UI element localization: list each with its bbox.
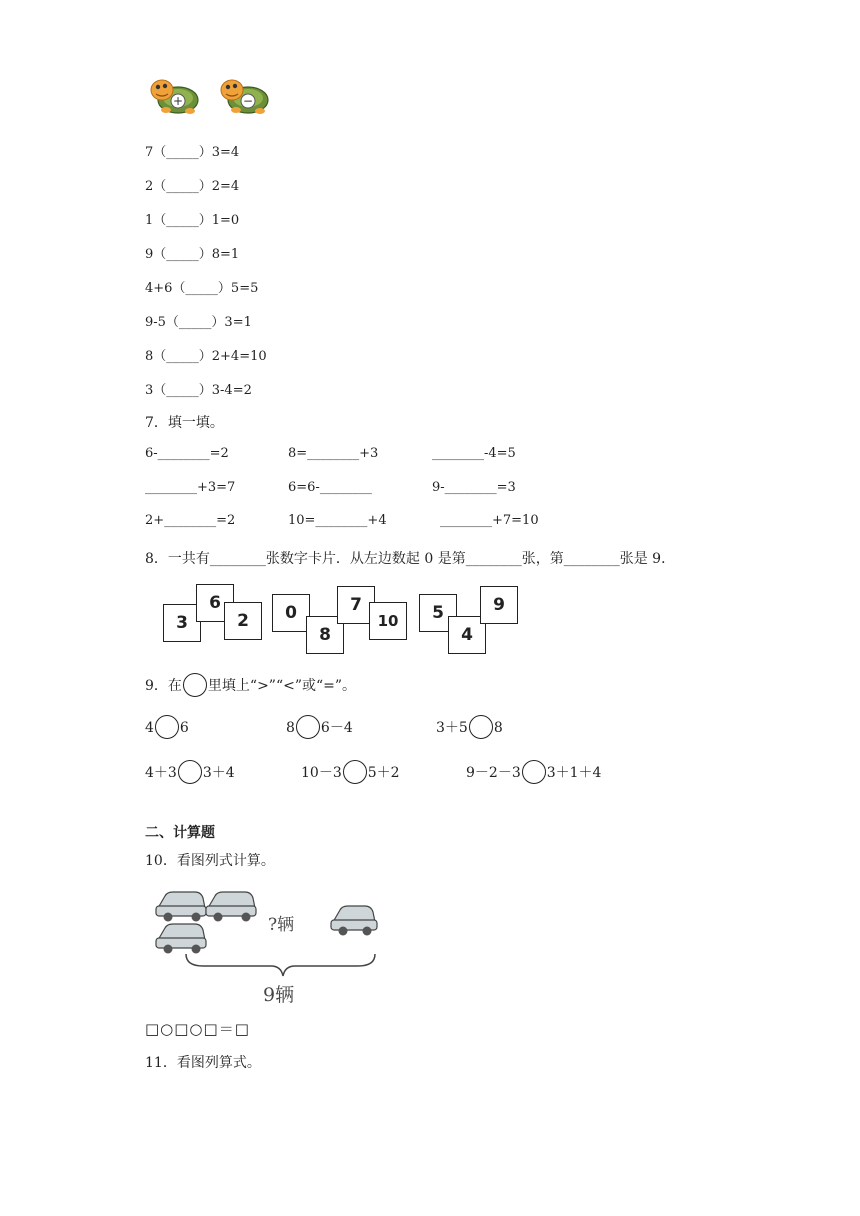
compare-circle[interactable] <box>469 715 493 739</box>
number-cards-group <box>160 584 530 660</box>
fill-blank-equation[interactable]: 6-________=2 <box>145 446 229 461</box>
number-card: 2 <box>224 602 262 640</box>
fill-blank-equation[interactable]: ________+3=7 <box>145 480 236 495</box>
compare-left: 10－3 <box>301 765 342 781</box>
compare-right: 3＋1＋4 <box>546 765 602 781</box>
question-7-title: 7．填一填。 <box>145 415 224 431</box>
compare-item[interactable] <box>436 716 503 740</box>
question-9-title <box>145 674 356 698</box>
answer-template[interactable]: □○□○□＝□ <box>145 1020 250 1038</box>
svg-text:−: − <box>242 94 254 108</box>
car-icon <box>156 924 206 948</box>
compare-item[interactable] <box>301 761 400 785</box>
answer-circle-icon <box>183 673 207 697</box>
compare-item[interactable] <box>466 761 601 785</box>
equation-row[interactable]: 9（_____）8=1 <box>145 247 240 262</box>
compare-circle[interactable] <box>343 760 367 784</box>
brace-icon <box>186 954 375 976</box>
number-card: 4 <box>448 616 486 654</box>
compare-right: 5＋2 <box>367 765 400 781</box>
question-8-title[interactable]: 8．一共有________张数字卡片．从左边数起 0 是第________张，第________张是 9． <box>145 551 676 567</box>
question-11-title: 11．看图列算式。 <box>145 1055 261 1071</box>
turtle-plus-icon <box>146 74 200 116</box>
compare-right: 3＋4 <box>202 765 235 781</box>
number-card: 10 <box>369 602 407 640</box>
compare-item[interactable] <box>145 761 235 785</box>
number-card: 3 <box>163 604 201 642</box>
compare-left: 3＋5 <box>436 720 468 736</box>
number-card: 8 <box>306 616 344 654</box>
cars-illustration <box>153 884 388 1009</box>
question-9-title-pre: 9．在 <box>145 678 182 694</box>
number-card: 9 <box>480 586 518 624</box>
equation-row[interactable]: 8（_____）2+4=10 <box>145 349 267 364</box>
question-10-title: 10．看图列式计算。 <box>145 853 275 869</box>
equation-row[interactable]: 9-5（_____）3=1 <box>145 315 252 330</box>
compare-circle[interactable] <box>178 760 202 784</box>
total-label: 9辆 <box>263 984 295 1006</box>
turtle-minus-icon <box>216 74 270 116</box>
fill-blank-equation[interactable]: 2+________=2 <box>145 513 236 528</box>
equation-row[interactable]: 1（_____）1=0 <box>145 213 240 228</box>
car-icon <box>331 906 377 930</box>
number-card: 7 <box>337 586 375 624</box>
equation-row[interactable]: 4+6（_____）5=5 <box>145 281 259 296</box>
compare-item[interactable] <box>145 716 189 740</box>
fill-blank-equation[interactable]: 9-________=3 <box>432 480 516 495</box>
compare-circle[interactable] <box>155 715 179 739</box>
number-card: 6 <box>196 584 234 622</box>
fill-blank-equation[interactable]: 8=________+3 <box>288 446 379 461</box>
compare-left: 4＋3 <box>145 765 177 781</box>
compare-right: 8 <box>493 720 503 736</box>
compare-circle[interactable] <box>296 715 320 739</box>
compare-circle[interactable] <box>522 760 546 784</box>
question-9-title-post: 里填上“>”“<”或“=”。 <box>207 678 357 694</box>
compare-item[interactable] <box>286 716 353 740</box>
equation-row[interactable]: 2（_____）2=4 <box>145 179 240 194</box>
fill-blank-equation[interactable]: 10=________+4 <box>288 513 387 528</box>
number-card: 5 <box>419 594 457 632</box>
number-card: 0 <box>272 594 310 632</box>
compare-right: 6－4 <box>320 720 353 736</box>
compare-right: 6 <box>179 720 189 736</box>
fill-blank-equation[interactable]: ________-4=5 <box>432 446 516 461</box>
compare-left: 8 <box>286 720 295 736</box>
fill-blank-equation[interactable]: 6=6-________ <box>288 480 372 495</box>
section-2-title: 二、计算题 <box>145 825 215 841</box>
equation-row[interactable]: 3（_____）3-4=2 <box>145 383 252 398</box>
fill-blank-equation[interactable]: ________+7=10 <box>440 513 539 528</box>
svg-text:+: + <box>172 94 184 108</box>
equation-row[interactable]: 7（_____）3=4 <box>145 145 240 160</box>
car-icon <box>206 892 256 916</box>
compare-left: 4 <box>145 720 154 736</box>
compare-left: 9－2－3 <box>466 765 521 781</box>
car-icon <box>156 892 206 916</box>
question-label: ?辆 <box>268 915 295 935</box>
